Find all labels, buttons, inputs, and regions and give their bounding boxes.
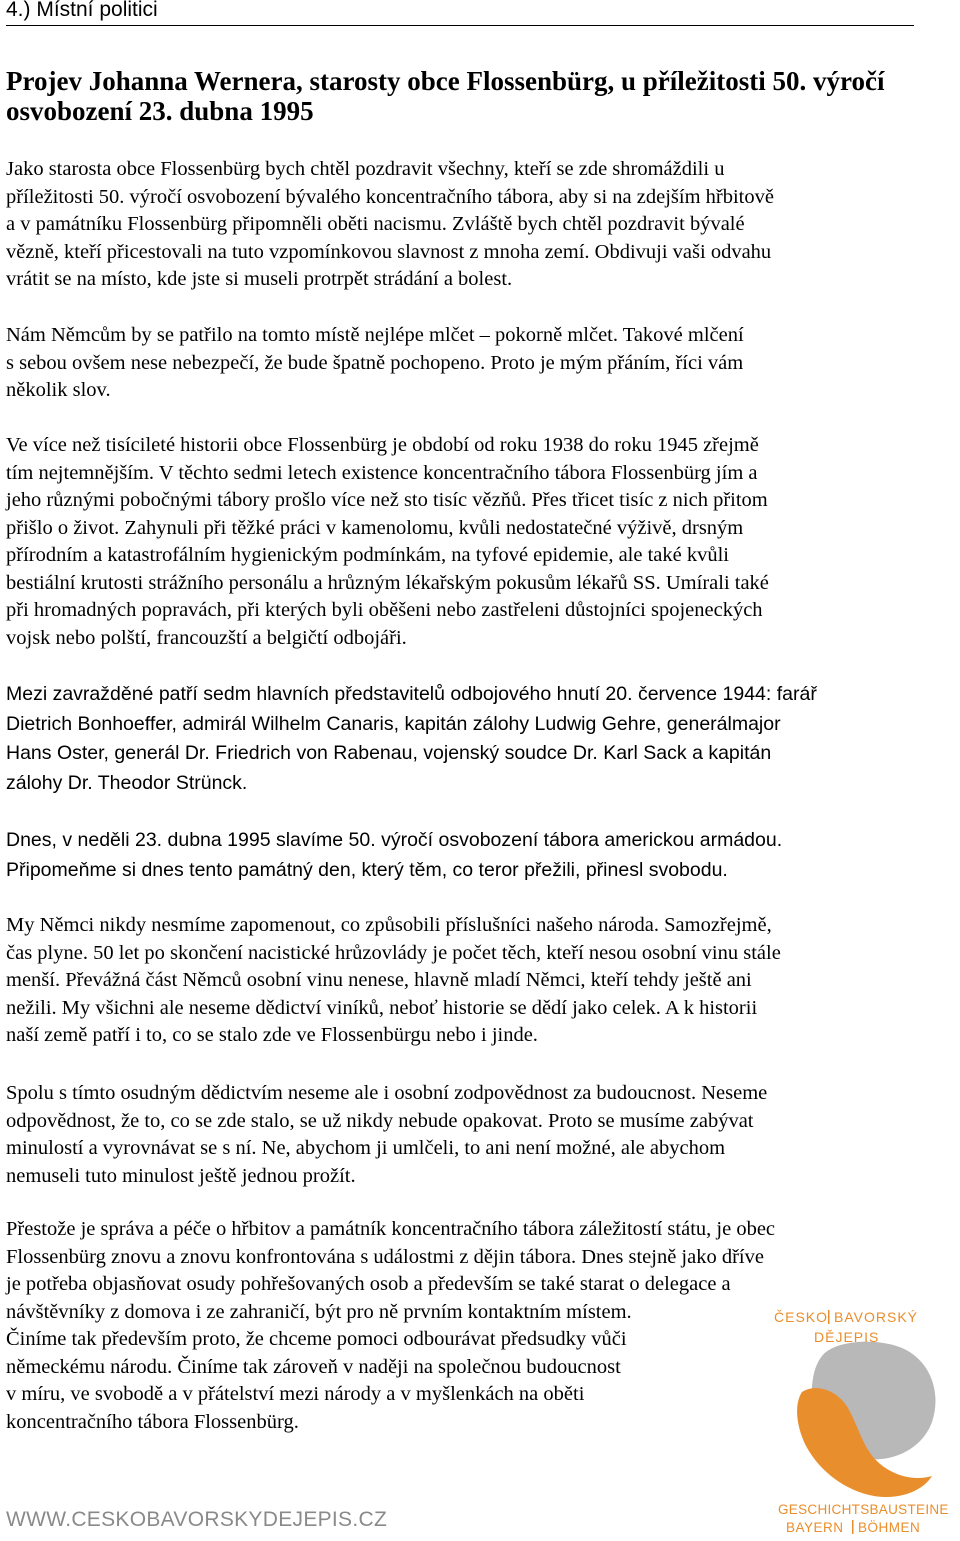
text-line: vojsk nebo polští, francouzští a belgičtí odbojáři.: [6, 626, 407, 649]
text-line: Přestože je správa a péče o hřbitov a památník koncentračního tábora záležitostí státu, je obec: [6, 1218, 776, 1240]
logo-text-cesko: ČESKO: [774, 1309, 829, 1325]
text-line: zálohy Dr. Theodor Strünck.: [6, 771, 248, 794]
paragraph-4: [6, 680, 817, 798]
text-line: Hans Oster, generál Dr. Friedrich von Rabenau, vojenský soudce Dr. Karl Sack a kapitán: [6, 742, 772, 764]
logo-text-bavorsky: BAVORSKÝ: [834, 1309, 918, 1325]
text-line: návštěvníky z domova i ze zahraničí, být pro ně prvním kontaktním místem.: [6, 1300, 632, 1323]
text-line: několik slov.: [6, 379, 111, 401]
logo-text-bohmen: BÖHMEN: [858, 1520, 921, 1535]
text-line: Činíme tak především proto, že chceme pomoci odbourávat předsudky vůči: [6, 1328, 627, 1350]
text-line: Ve více než tisícileté historii obce Flossenbürg je období od roku 1938 do roku 1945 zřejmě: [6, 434, 759, 456]
paragraph-3: [6, 432, 769, 652]
text-line: tím nejtemnějším. V těchto sedmi letech existence koncentračního tábora Flossenbürg jím a: [6, 461, 758, 484]
footer-website-url: WWW.CESKOBAVORSKYDEJEPIS.CZ: [6, 1508, 388, 1531]
text-line: Spolu s tímto osudným dědictvím neseme ale i osobní zodpovědnost za budoucnost. Neseme: [6, 1082, 768, 1104]
text-line: Jako starosta obce Flossenbürg bych chtěl pozdravit všechny, kteří se zde shromáždili u: [6, 158, 725, 180]
text-line: odpovědnost, že to, co se zde stalo, se už nikdy nebude opakovat. Proto se musíme zabývat: [6, 1109, 754, 1132]
section-header: 4.) Místní politici: [6, 0, 158, 21]
text-line: v míru, ve svobodě a v přátelství mezi národy a v myšlenkách na oběti: [6, 1383, 585, 1405]
text-line: německému národu. Činíme tak zároveň v naději na společnou budoucnost: [6, 1355, 621, 1378]
header-rule: [6, 25, 914, 26]
text-line: při hromadných popravách, při kterých byli oběšeni nebo zastřeleni důstojníci spojeneckých: [6, 599, 763, 621]
text-line: čas plyne. 50 let po skončení nacistické hrůzovlády je počet těch, kteří nesou osobní vinu stále: [6, 941, 781, 964]
text-line: Dnes, v neděli 23. dubna 1995 slavíme 50. výročí osvobození tábora americkou armádou.: [6, 829, 783, 851]
text-line: Připomeňme si dnes tento památný den, který těm, co teror přežili, přinesl svobodu.: [6, 858, 728, 881]
text-line: vězně, kteří přicestovali na tuto vzpomínkovou slavnost z mnoha zemí. Obdivuji vaši odvahu: [6, 240, 772, 263]
document-title: Projev Johanna Wernera, starosty obce Flossenbürg, u příležitosti 50. výročí osvobození 23. dubna 1995: [6, 66, 885, 126]
text-line: je potřeba objasňovat osudy pohřešovaných osob a především se také starat o delegace a: [6, 1273, 731, 1295]
logo-divider: [828, 1310, 830, 1324]
paragraph-1: [6, 156, 774, 294]
paragraph-8: [6, 1216, 775, 1436]
text-line: nežili. My všichni ale neseme dědictví viníků, neboť historie se dědí jako celek. A k historii: [6, 996, 758, 1019]
paragraph-2: [6, 322, 744, 405]
text-line: Nám Němcům by se patřilo na tomto místě nejlépe mlčet – pokorně mlčet. Takové mlčení: [6, 324, 744, 346]
logo-text-dejepis: DĚJEPIS: [814, 1329, 880, 1345]
paragraph-7: [6, 1080, 767, 1190]
logo-divider-bottom: [852, 1520, 854, 1534]
text-line: nemuseli tuto minulost ještě jednou prožít.: [6, 1164, 356, 1187]
text-line: jeho různými pobočnými tábory prošlo více než sto tisíc vězňů. Přes třicet tisíc z nich přitom: [6, 489, 768, 511]
text-line: s sebou ovšem nese nebezpečí, že bude špatně pochopeno. Proto je mým přáním, říci vám: [6, 351, 744, 374]
text-line: My Němci nikdy nesmíme zapomenout, co způsobili příslušníci našeho národa. Samozřejmě,: [6, 914, 772, 936]
text-line: a v památníku Flossenbürg připomněli oběti nacismu. Zvláště bych chtěl pozdravit bývalé: [6, 213, 745, 235]
text-line: bestiální krutosti strážního personálu a hrůzným lékařským pokusům lékařů SS. Umírali také: [6, 571, 769, 594]
text-line: vrátit se na místo, kde jste si museli protrpět strádání a bolest.: [6, 268, 513, 290]
logo-text-bayern: BAYERN: [786, 1520, 844, 1535]
text-line: přírodním a katastrofálním hygienickým podmínkám, na tyfové epidemie, ale také kvůli: [6, 544, 729, 566]
logo-graphic: [762, 1296, 952, 1536]
logo-text-geschichtsbausteine: GESCHICHTSBAUSTEINE: [778, 1502, 949, 1517]
paragraph-5: [6, 826, 782, 885]
text-line: naší země patří i to, co se stalo zde ve Flossenbürgu nebo i jinde.: [6, 1024, 538, 1046]
text-line: minulostí a vyrovnávat se s ní. Ne, abychom ji umlčeli, to ani není možné, ale abychom: [6, 1137, 726, 1159]
text-line: Mezi zavražděné patří sedm hlavních představitelů odbojového hnutí 20. července 1944: farář: [6, 683, 817, 705]
text-line: koncentračního tábora Flossenbürg.: [6, 1410, 299, 1433]
ceskobavorsky-dejepis-logo: [762, 1296, 952, 1536]
text-line: Flossenbürg znovu a znovu konfrontována s událostmi z dějin tábora. Dnes stejně jako dříve: [6, 1245, 764, 1268]
paragraph-6: [6, 912, 781, 1050]
text-line: Dietrich Bonhoeffer, admirál Wilhelm Canaris, kapitán zálohy Ludwig Gehre, generálmajor: [6, 712, 781, 735]
text-line: přišlo o život. Zahynuli při těžké práci v kamenolomu, kvůli nedostatečné výživě, drsným: [6, 516, 744, 539]
text-line: příležitosti 50. výročí osvobození bývalého koncentračního tábora, aby si na zdejším hřbitově: [6, 185, 774, 208]
text-line: menší. Převážná část Němců osobní vinu nenese, hlavně mladí Němci, kteří tehdy ještě ani: [6, 969, 752, 991]
